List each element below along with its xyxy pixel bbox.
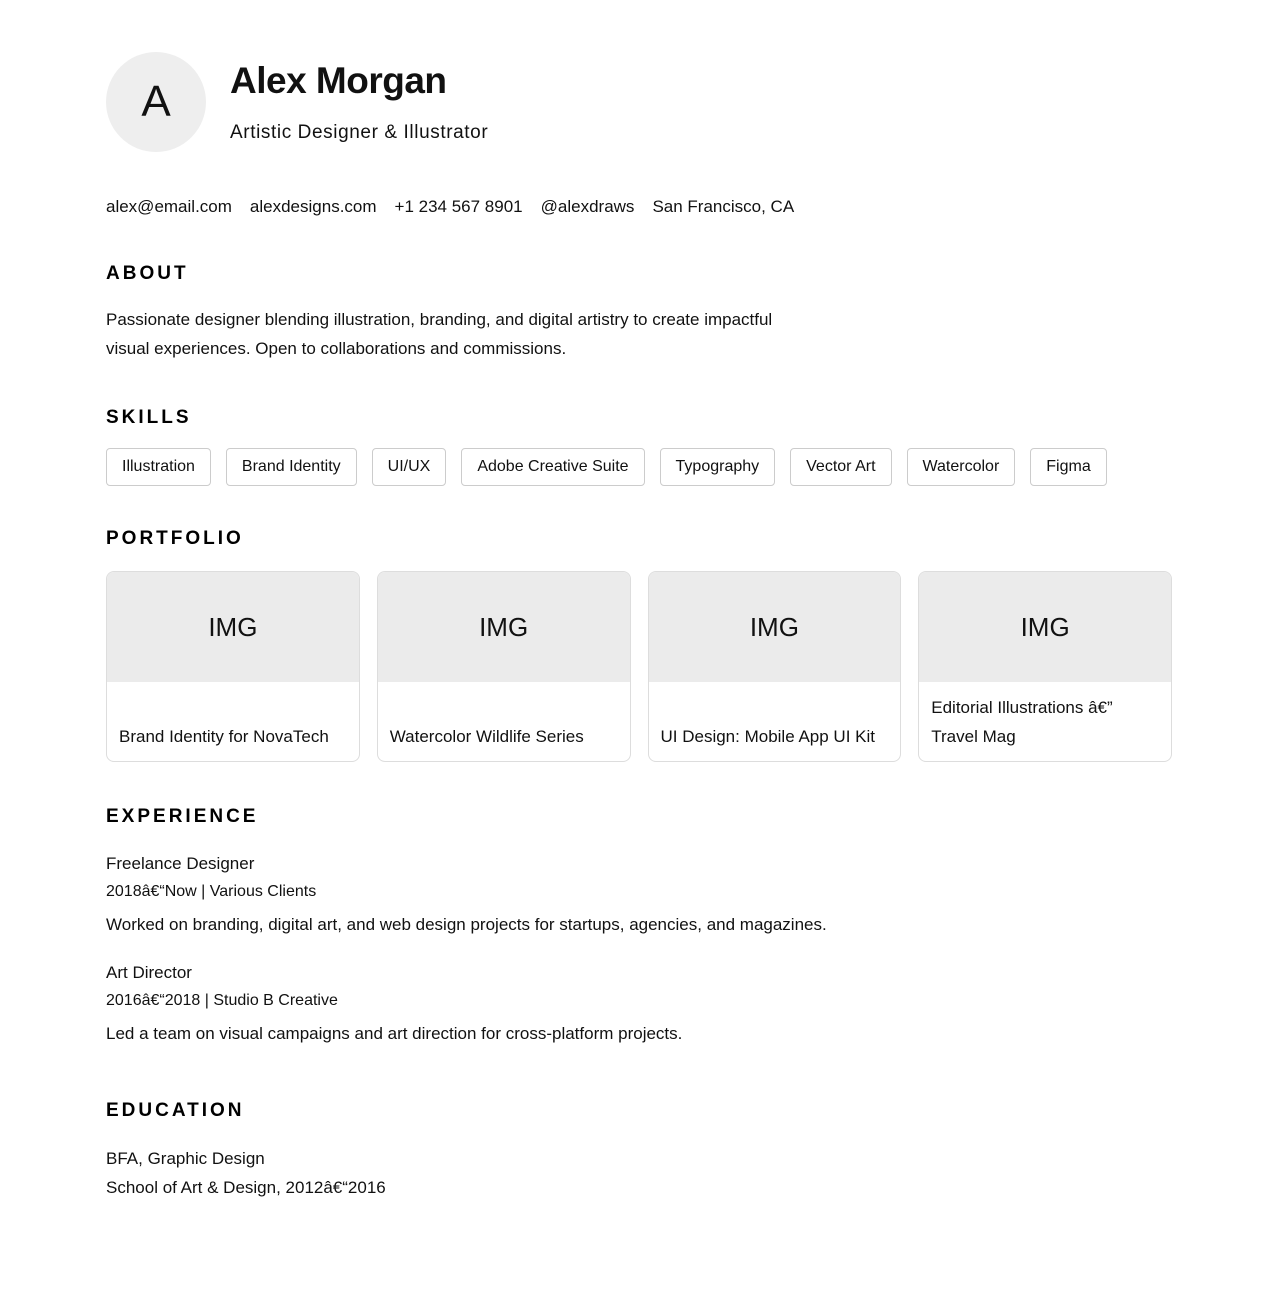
skill-tag: Watercolor [907, 448, 1016, 486]
skill-tag: Brand Identity [226, 448, 357, 486]
resume-page [106, 52, 1172, 1202]
portfolio-card[interactable] [106, 571, 360, 762]
experience-item [106, 852, 1172, 937]
image-placeholder: IMG [919, 572, 1171, 682]
contact-email[interactable]: alex@email.com [106, 197, 232, 216]
about-line: Passionate designer blending illustration, branding, and digital artistry to create impactful [106, 310, 773, 329]
contact-social[interactable]: @alexdraws [540, 197, 635, 216]
portfolio-heading: PORTFOLIO [106, 528, 244, 549]
portfolio-caption: UI Design: Mobile App UI Kit [660, 727, 875, 746]
profile-title: Artistic Designer & Illustrator [230, 122, 489, 143]
about-text [106, 305, 786, 363]
portfolio-caption: Watercolor Wildlife Series [389, 727, 584, 746]
portfolio-caption: Editorial Illustrations â€” Travel Mag [931, 698, 1113, 746]
skill-tag: Vector Art [790, 448, 891, 486]
profile-name: Alex Morgan [230, 60, 447, 101]
experience-item [106, 961, 1172, 1046]
avatar: A [106, 52, 206, 152]
contact-website[interactable]: alexdesigns.com [249, 197, 377, 216]
education-school: School of Art & Design, 2012â€“2016 [106, 1178, 386, 1197]
education-heading: EDUCATION [106, 1100, 245, 1121]
skills-list [106, 448, 1172, 486]
skill-tag: Figma [1030, 448, 1106, 486]
job-role: Freelance Designer [106, 854, 255, 873]
job-description: Worked on branding, digital art, and web design projects for startups, agencies, and magazines. [106, 915, 827, 934]
job-meta: 2016â€“2018 | Studio B Creative [106, 992, 338, 1009]
profile-header [106, 52, 1172, 152]
skills-heading: SKILLS [106, 407, 192, 428]
experience-heading: EXPERIENCE [106, 806, 259, 827]
job-description: Led a team on visual campaigns and art direction for cross-platform projects. [106, 1024, 683, 1043]
image-placeholder: IMG [649, 572, 901, 682]
education-item [106, 1144, 1172, 1202]
portfolio-grid [106, 571, 1172, 762]
education-degree: BFA, Graphic Design [106, 1149, 265, 1168]
portfolio-card[interactable] [377, 571, 631, 762]
about-heading: ABOUT [106, 263, 189, 284]
title-block [230, 52, 488, 144]
skill-tag: Illustration [106, 448, 211, 486]
job-role: Art Director [106, 963, 192, 982]
job-meta: 2018â€“Now | Various Clients [106, 883, 317, 900]
image-placeholder: IMG [107, 572, 359, 682]
image-placeholder: IMG [378, 572, 630, 682]
portfolio-caption: Brand Identity for NovaTech [119, 727, 329, 746]
skill-tag: Adobe Creative Suite [461, 448, 644, 486]
contact-location: San Francisco, CA [652, 197, 795, 216]
portfolio-card[interactable] [648, 571, 902, 762]
contact-list [106, 196, 1172, 218]
about-line: visual experiences. Open to collaborations and commissions. [106, 339, 567, 358]
skill-tag: Typography [660, 448, 776, 486]
skill-tag: UI/UX [372, 448, 447, 486]
portfolio-card[interactable] [918, 571, 1172, 762]
contact-phone[interactable]: +1 234 567 8901 [394, 197, 523, 216]
